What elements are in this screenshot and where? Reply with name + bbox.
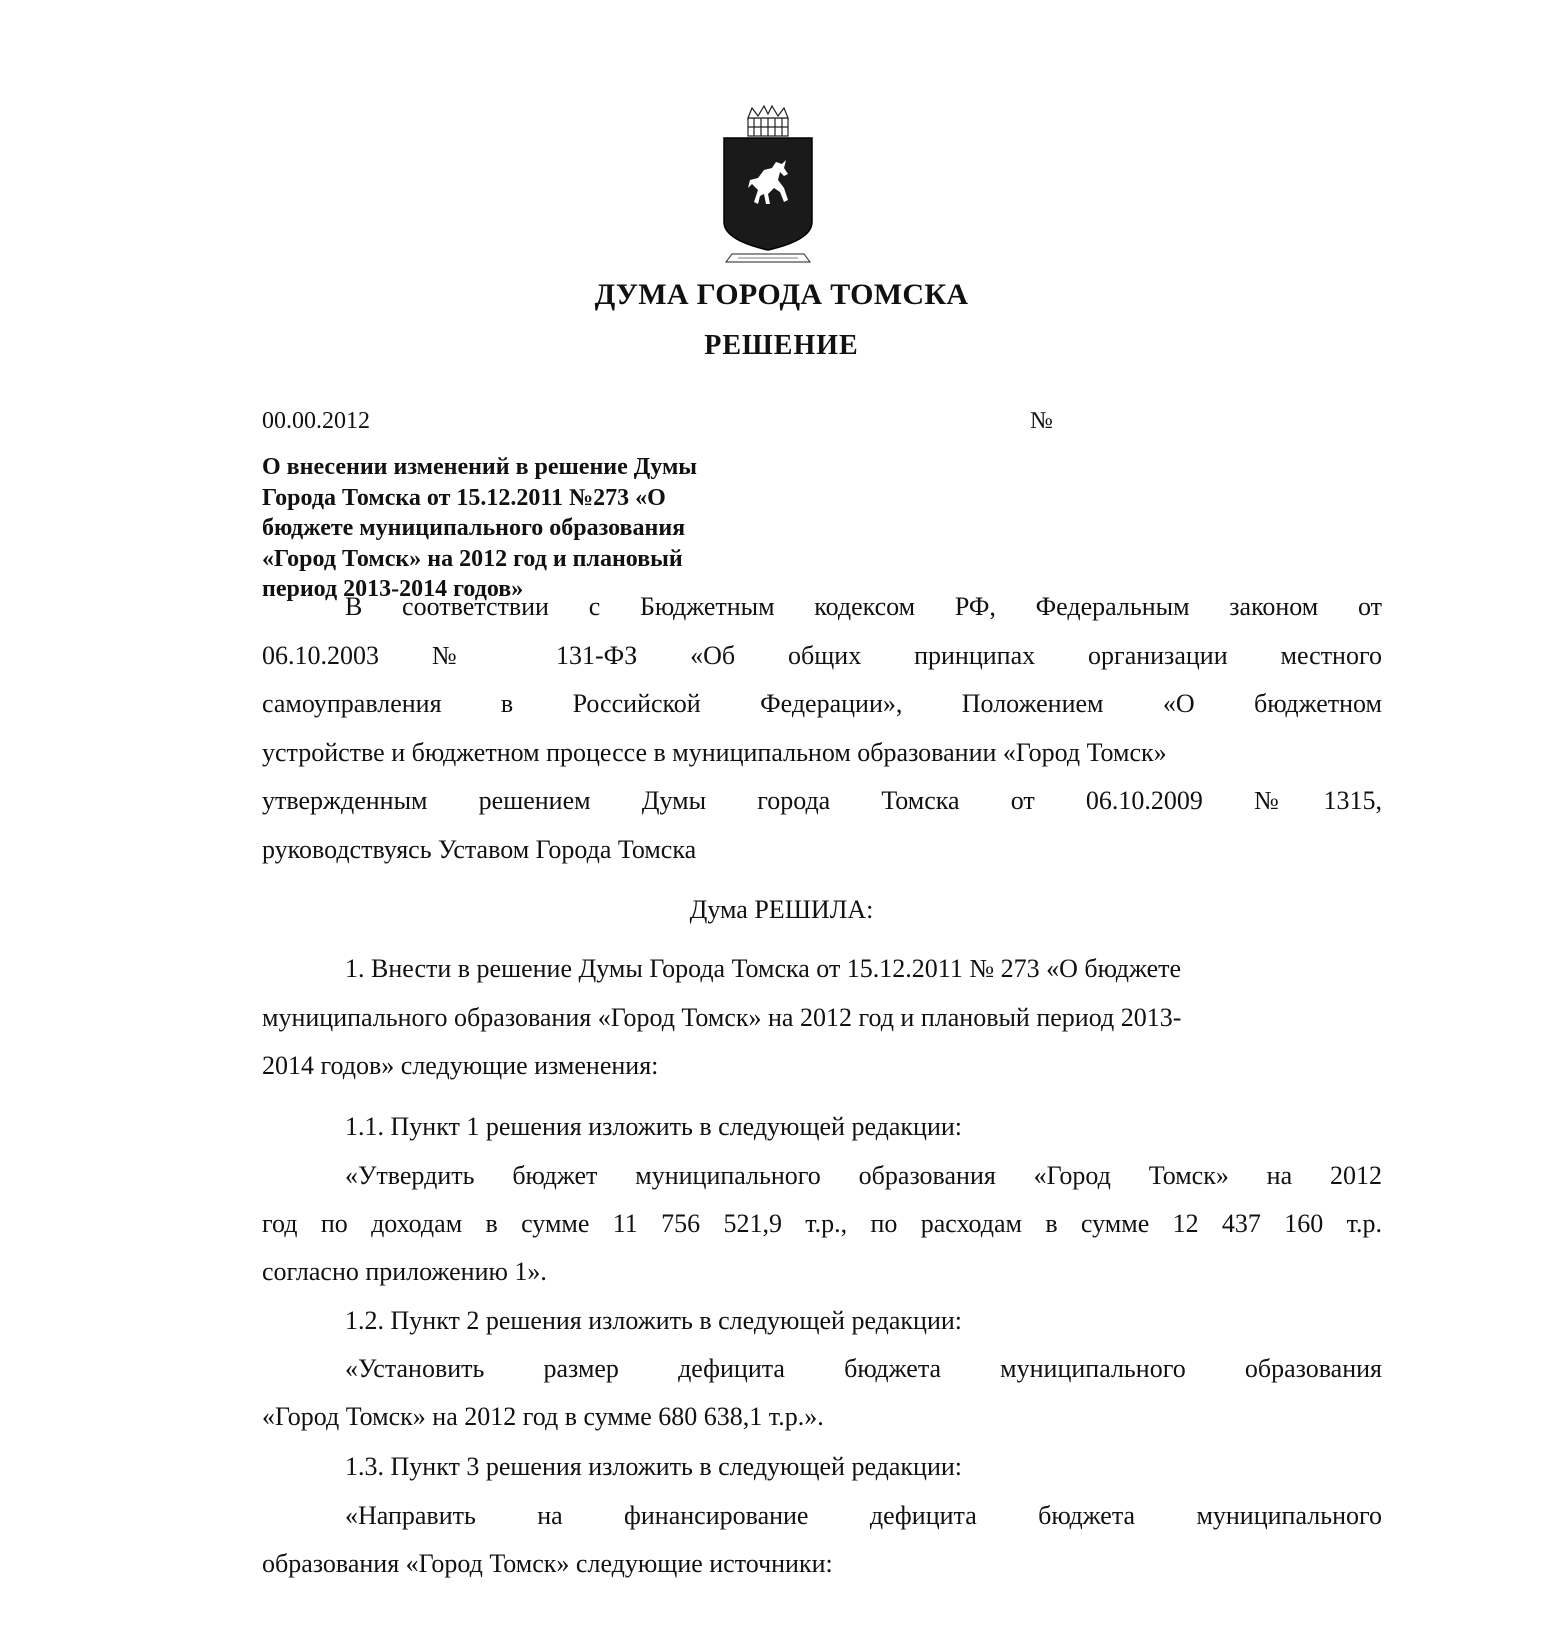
item-1-3-text: «Направить на финансирование дефицита бюджета муниципального (345, 1501, 1382, 1530)
item-1-2-text: «Установить размер дефицита бюджета муниципального образования (345, 1354, 1382, 1383)
preamble-line: 06.10.2003 № 131-ФЗ «Об общих принципах организации местного (262, 641, 1382, 670)
item-1-line: 1. Внести в решение Думы Города Томска от 15.12.2011 № 273 «О бюджете (345, 954, 1182, 983)
subject-line: Города Томска от 15.12.2011 №273 «О (262, 484, 666, 511)
subject-line: период 2013-2014 годов» (262, 576, 524, 602)
coat-of-arms-emblem (718, 104, 818, 268)
document-date: 00.00.2012 (262, 408, 370, 434)
item-1-1-text: год по доходам в сумме 11 756 521,9 т.р., по расходам в сумме 12 437 160 т.р. (262, 1209, 1382, 1238)
item-1-line: муниципального образования «Город Томск» на 2012 год и плановый период 2013- (262, 1003, 1182, 1032)
item-1-2-title: 1.2. Пункт 2 решения изложить в следующей редакции: (345, 1306, 963, 1335)
subject-line: бюджете муниципального образования (262, 515, 686, 541)
item-1-3-text: образования «Город Томск» следующие источники: (262, 1549, 833, 1578)
subject-line: О внесении изменений в решение Думы (262, 454, 698, 480)
preamble-line: руководствуясь Уставом Города Томска (262, 835, 697, 864)
decision-heading: Дума РЕШИЛА: (689, 895, 874, 924)
item-1-3-title: 1.3. Пункт 3 решения изложить в следующей редакции: (345, 1452, 963, 1481)
subject-line: «Город Томск» на 2012 год и плановый (262, 545, 683, 572)
item-1-line: 2014 годов» следующие изменения: (262, 1051, 659, 1080)
item-1-1-title: 1.1. Пункт 1 решения изложить в следующей редакции: (345, 1112, 963, 1141)
preamble-line: устройстве и бюджетном процессе в муниципальном образовании «Город Томск» (262, 738, 1167, 767)
document-type: РЕШЕНИЕ (704, 330, 859, 361)
document-subject (262, 452, 782, 605)
preamble-line: утвержденным решением Думы города Томска от 06.10.2009 №1315, (262, 786, 1382, 815)
preamble-line: В соответствии с Бюджетным кодексом РФ, Федеральным законом от (345, 592, 1382, 621)
preamble-line: самоуправления в Российской Федерации», Положением «О бюджетном (262, 689, 1382, 718)
document-number-label: № (1030, 408, 1053, 434)
item-1-1-text: «Утвердить бюджет муниципального образования «Город Томск» на 2012 (345, 1161, 1382, 1190)
organization-title: ДУМА ГОРОДА ТОМСКА (594, 278, 969, 311)
item-1-2-text: «Город Томск» на 2012 год в сумме 680 638,1 т.р.». (262, 1402, 824, 1431)
item-1-1-text: согласно приложению 1». (262, 1257, 547, 1286)
